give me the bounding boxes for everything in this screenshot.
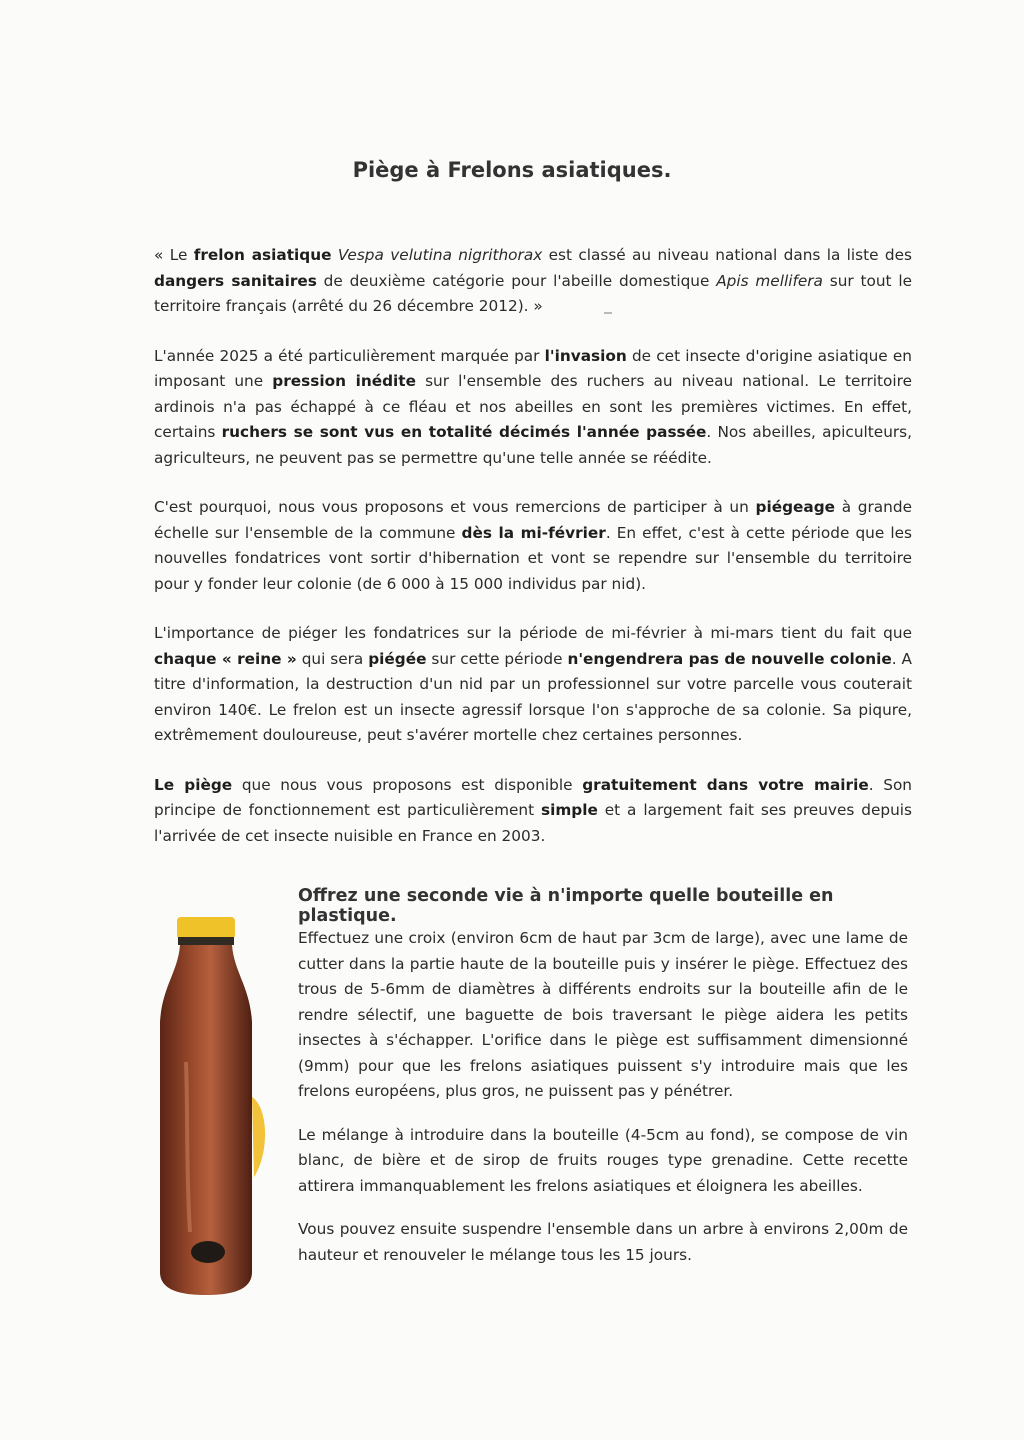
section-subtitle: Offrez une seconde vie à n'importe quelle bouteille en plastique.: [298, 886, 834, 926]
bottle-hole: [191, 1241, 225, 1263]
text-run: C'est pourquoi, nous vous proposons et vous remercions de participer à un: [154, 498, 756, 516]
text-emphasis: piégée: [368, 649, 427, 668]
species-name: Apis mellifera: [716, 271, 823, 290]
text-run: . En effet, c'est à cette période que les nouvelles fondatrices vont sortir d'hibernation et vont se rependre sur l'ensemble du territoire pour y fonder leur colonie (de 6 000 à 15 000 individus par nid).: [154, 523, 912, 593]
text-run: sur cette période: [426, 649, 568, 668]
text-run: et a largement fait ses preuves depuis l'arrivée de cet insecte nuisible en France en 2003.: [154, 801, 912, 845]
instruction-paragraph-3: Vous pouvez ensuite suspendre l'ensemble dans un arbre à environs 2,00m de hauteur et renouveler le mélange tous les 15 jours.: [298, 1220, 908, 1264]
paragraph-3: [154, 495, 912, 597]
text-emphasis: frelon asiatique: [193, 246, 332, 264]
text-emphasis: ruchers se sont vus en totalité décimés l'année passée: [221, 423, 707, 441]
text-run: est classé au niveau national dans la liste des: [542, 246, 912, 264]
body-text: [154, 243, 912, 873]
bottle-trap-photo: [150, 912, 280, 1297]
text-emphasis: l'invasion: [544, 346, 627, 365]
text-run: « Le: [154, 246, 194, 264]
text-emphasis: dès la mi-février: [461, 523, 606, 542]
text-run: qui sera: [296, 649, 369, 668]
text-run: L'importance de piéger les fondatrices sur la période de mi-février à mi-mars tient du fait que: [154, 624, 912, 642]
instruction-paragraph-1: Effectuez une croix (environ 6cm de haut par 3cm de large), avec une lame de cutter dans la partie haute de la bouteille puis y insérer le piège. Effectuez des trous de 5-6mm de diamètres à différents endroits sur la bouteille afin de le rendre sélectif, une baguette de bois traversant le piège aidera les petits insectes à s'échapper. L'orifice dans le piège est suffisamment dimensionné (9mm) pour que les frelons asiatiques puissent s'y introduire mais que les frelons européens, plus gros, ne puissent pas y pénétrer.: [298, 929, 908, 1100]
bottle-neck-ring: [178, 937, 234, 945]
text-emphasis: pression inédite: [272, 372, 416, 390]
page-title: Piège à Frelons asiatiques.: [352, 158, 672, 182]
text-run: . Son principe de fonctionnement est particulièrement: [154, 775, 912, 819]
text-emphasis: chaque « reine »: [154, 649, 297, 668]
bottle-cap: [177, 917, 235, 939]
instruction-paragraph-2: Le mélange à introduire dans la bouteille (4-5cm au fond), se compose de vin blanc, de bière et de sirop de fruits rouges type grenadine. Cette recette attirera immanquablement les frelons asiatiques et éloignera les abeilles.: [298, 1125, 908, 1195]
text-run: à grande échelle sur l'ensemble de la commune: [154, 498, 912, 542]
paragraph-4: [154, 621, 912, 749]
species-name: Vespa velutina nigrithorax: [337, 246, 543, 264]
text-emphasis: piégeage: [755, 498, 836, 516]
text-run: de cet insecte d'origine asiatique en imposant une: [154, 346, 912, 390]
text-emphasis: Le piège: [154, 775, 233, 794]
paragraph-5: [154, 773, 912, 850]
trap-tab: [252, 1097, 265, 1177]
text-run: . A titre d'information, la destruction d'un nid par un professionnel sur votre parcelle vous couterait environ 140€. Le frelon est un insecte agressif lorsque l'on s'approche de sa colonie. Sa piqure, extrêmement douloureuse, peut s'avérer mortelle chez certaines personnes.: [154, 649, 912, 744]
instructions-text: [298, 926, 908, 1286]
text-run: sur l'ensemble des ruchers au niveau national. Le territoire ardinois n'a pas échappé à ce fléau et nos abeilles en sont les premières victimes. En effet, certains: [154, 372, 912, 441]
text-emphasis: dangers sanitaires: [154, 271, 317, 290]
paragraph-2: [154, 344, 912, 472]
text-run: que nous vous proposons est disponible: [232, 775, 583, 794]
text-emphasis: gratuitement dans votre mairie: [582, 775, 869, 794]
text-emphasis: simple: [540, 801, 598, 819]
paragraph-1: [154, 243, 912, 320]
text-run: L'année 2025 a été particulièrement marquée par: [154, 346, 545, 365]
text-run: sur tout le territoire français (arrêté du 26 décembre 2012). »: [154, 271, 912, 315]
text-emphasis: n'engendrera pas de nouvelle colonie: [567, 649, 892, 668]
text-run: . Nos abeilles, apiculteurs, agriculteurs, ne peuvent pas se permettre qu'une telle année se réédite.: [154, 423, 913, 467]
text-run: de deuxième catégorie pour l'abeille domestique: [316, 271, 717, 290]
